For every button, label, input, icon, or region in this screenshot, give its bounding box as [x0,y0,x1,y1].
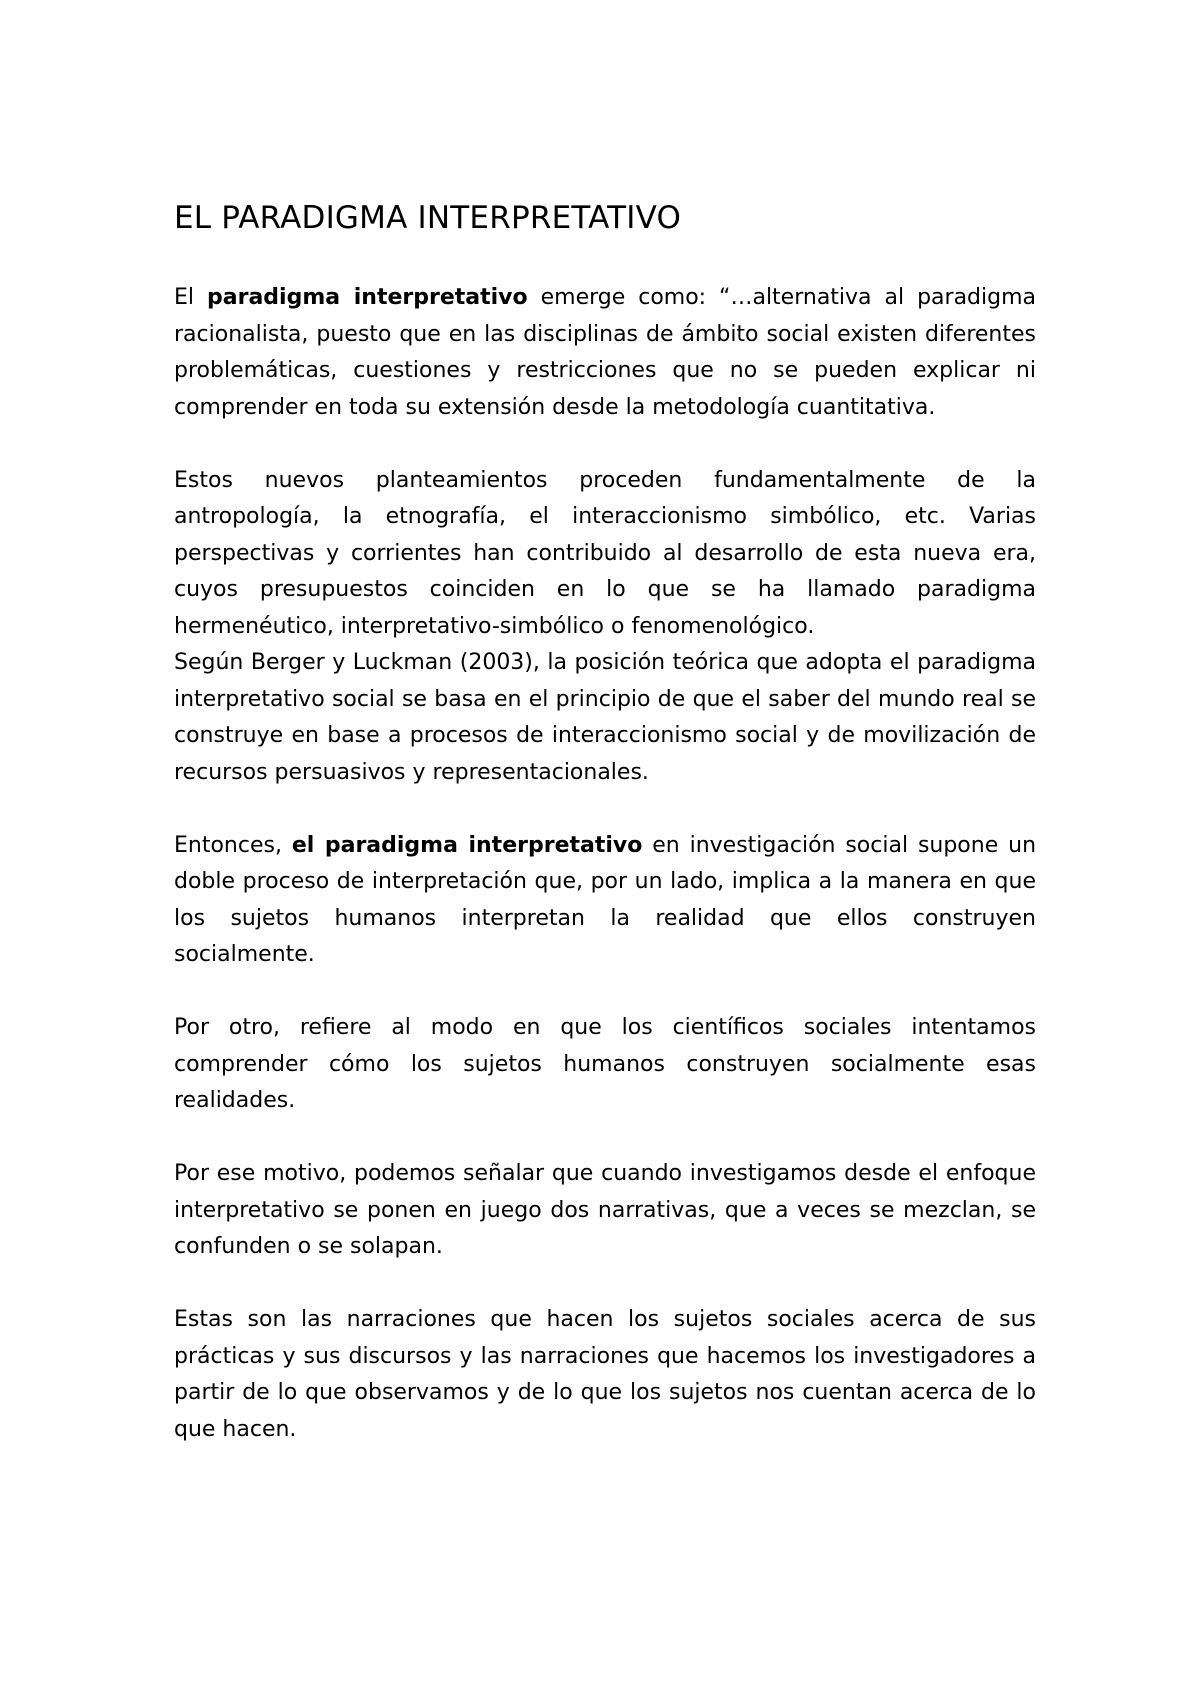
paragraph-narratives: Por ese motivo, podemos señalar que cuando investigamos desde el enfoque interpretativo se ponen en juego dos narrativas, que a veces se mezclan, se confunden o se solapan. [174,1161,1036,1259]
paragraph-spacer [174,426,1036,463]
intro-bold-term: paradigma interpretativo [207,285,528,310]
paragraph-spacer [174,791,1036,828]
paragraph-scientists: Por otro, refiere al modo en que los científicos sociales intentamos comprender cómo los sujetos humanos construyen socialmente esas realidades. [174,1015,1036,1113]
document-page [174,196,1036,1448]
paragraph-spacer [174,1266,1036,1303]
paragraph-spacer [174,974,1036,1011]
paragraph-origins: Estos nuevos planteamientos proceden fundamentalmente de la antropología, la etnografía, el interaccionismo simbólico, etc. Varias perspectivas y corrientes han contribuido al desarrollo de esta nueva era, cuyos presupuestos coinciden en lo que se ha llamado paradigma hermenéutico, interpretativo-simbólico o fenomenológico. [174,467,1036,639]
paragraph-spacer [174,1120,1036,1157]
paragraph-double-process [174,828,1036,974]
intro-pre: El [174,285,207,310]
paragraph-intro [174,280,1036,426]
intro-post: emerge como: “…alternativa al paradigma racionalista, puesto que en las disciplinas de ámbito social existen diferentes problemáticas, cuestiones y restricciones que no se pueden explicar ni comprender en toda su extensión desde la metodología cuantitativa. [174,285,1037,420]
double-process-post: en investigación social supone un doble proceso de interpretación que, por un lado, implica a la manera en que los sujetos humanos interpretan la realidad que ellos construyen socialmente. [174,832,1037,967]
document-title: EL PARADIGMA INTERPRETATIVO [174,200,682,236]
paragraph-berger-luckman: Según Berger y Luckman (2003), la posición teórica que adopta el paradigma interpretativo social se basa en el principio de que el saber del mundo real se construye en base a procesos de interaccionismo social y de movilización de recursos persuasivos y representacionales. [174,650,1036,785]
double-process-pre: Entonces, [174,832,292,858]
paragraph-narrations: Estas son las narraciones que hacen los sujetos sociales acerca de sus prácticas y sus discursos y las narraciones que hacemos los investigadores a partir de lo que observamos y de lo que los sujetos nos cuentan acerca de lo que hacen. [174,1307,1036,1442]
double-process-bold-term: el paradigma interpretativo [291,832,643,858]
